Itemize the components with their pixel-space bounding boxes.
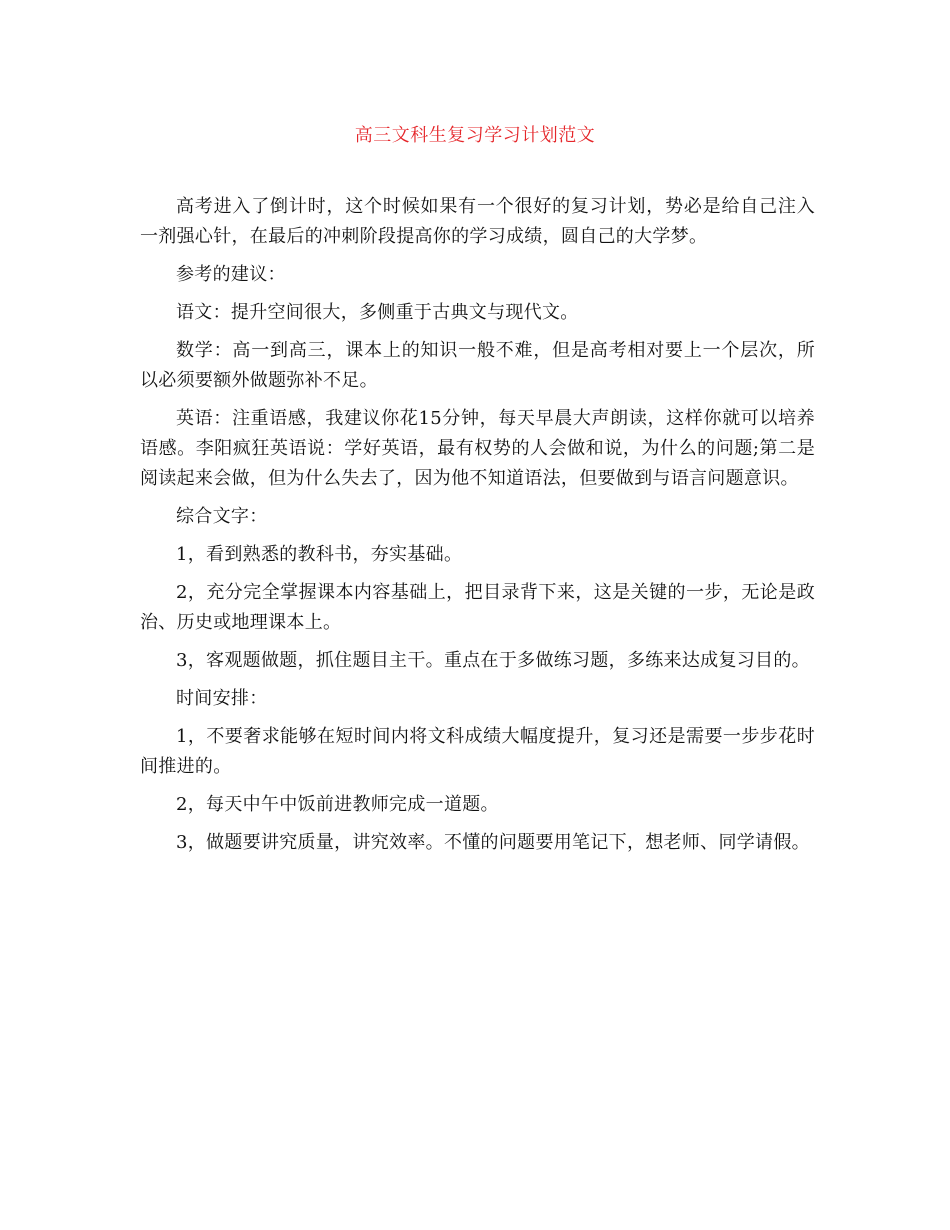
paragraph-intro: 高考进入了倒计时，这个时候如果有一个很好的复习计划，势必是给自己注入一剂强心针，在最后的冲刺阶段提高你的学习成绩，圆自己的大学梦。 (140, 196, 815, 247)
paragraph-schedule-1: 1，不要奢求能够在短时间内将文科成绩大幅度提升，复习还是需要一步步花时间推进的。 (140, 726, 815, 777)
document-title: 高三文科生复习学习计划范文 (354, 125, 596, 146)
paragraph-comprehensive-3: 3，客观题做题，抓住题目主干。重点在于多做练习题，多练来达成复习目的。 (176, 650, 810, 671)
paragraph-schedule-heading: 时间安排： (176, 688, 268, 709)
paragraph-math: 数学：高一到高三，课本上的知识一般不难，但是高考相对要上一个层次，所以必须要额外做题弥补不足。 (140, 340, 815, 391)
paragraph-english: 英语：注重语感，我建议你花15分钟，每天早晨大声朗读，这样你就可以培养语感。李阳疯狂英语说：学好英语，最有权势的人会做和说，为什么的问题;第二是阅读起来会做，但为什么失去了，因为他不知道语法，但要做到与语言问题意识。 (140, 408, 815, 489)
paragraph-chinese: 语文：提升空间很大，多侧重于古典文与现代文。 (176, 302, 579, 323)
document-body (140, 192, 815, 866)
paragraph-schedule-3: 3，做题要讲究质量，讲究效率。不懂的问题要用笔记下，想老师、同学请假。 (176, 832, 810, 853)
paragraph-schedule-2: 2，每天中午中饭前进教师完成一道题。 (176, 794, 499, 815)
paragraph-suggestions-heading: 参考的建议： (176, 264, 286, 285)
paragraph-comprehensive-heading: 综合文字： (176, 506, 268, 527)
paragraph-comprehensive-2: 2，充分完全掌握课本内容基础上，把目录背下来，这是关键的一步，无论是政治、历史或地理课本上。 (140, 582, 815, 633)
paragraph-comprehensive-1: 1，看到熟悉的教科书，夯实基础。 (176, 544, 463, 565)
